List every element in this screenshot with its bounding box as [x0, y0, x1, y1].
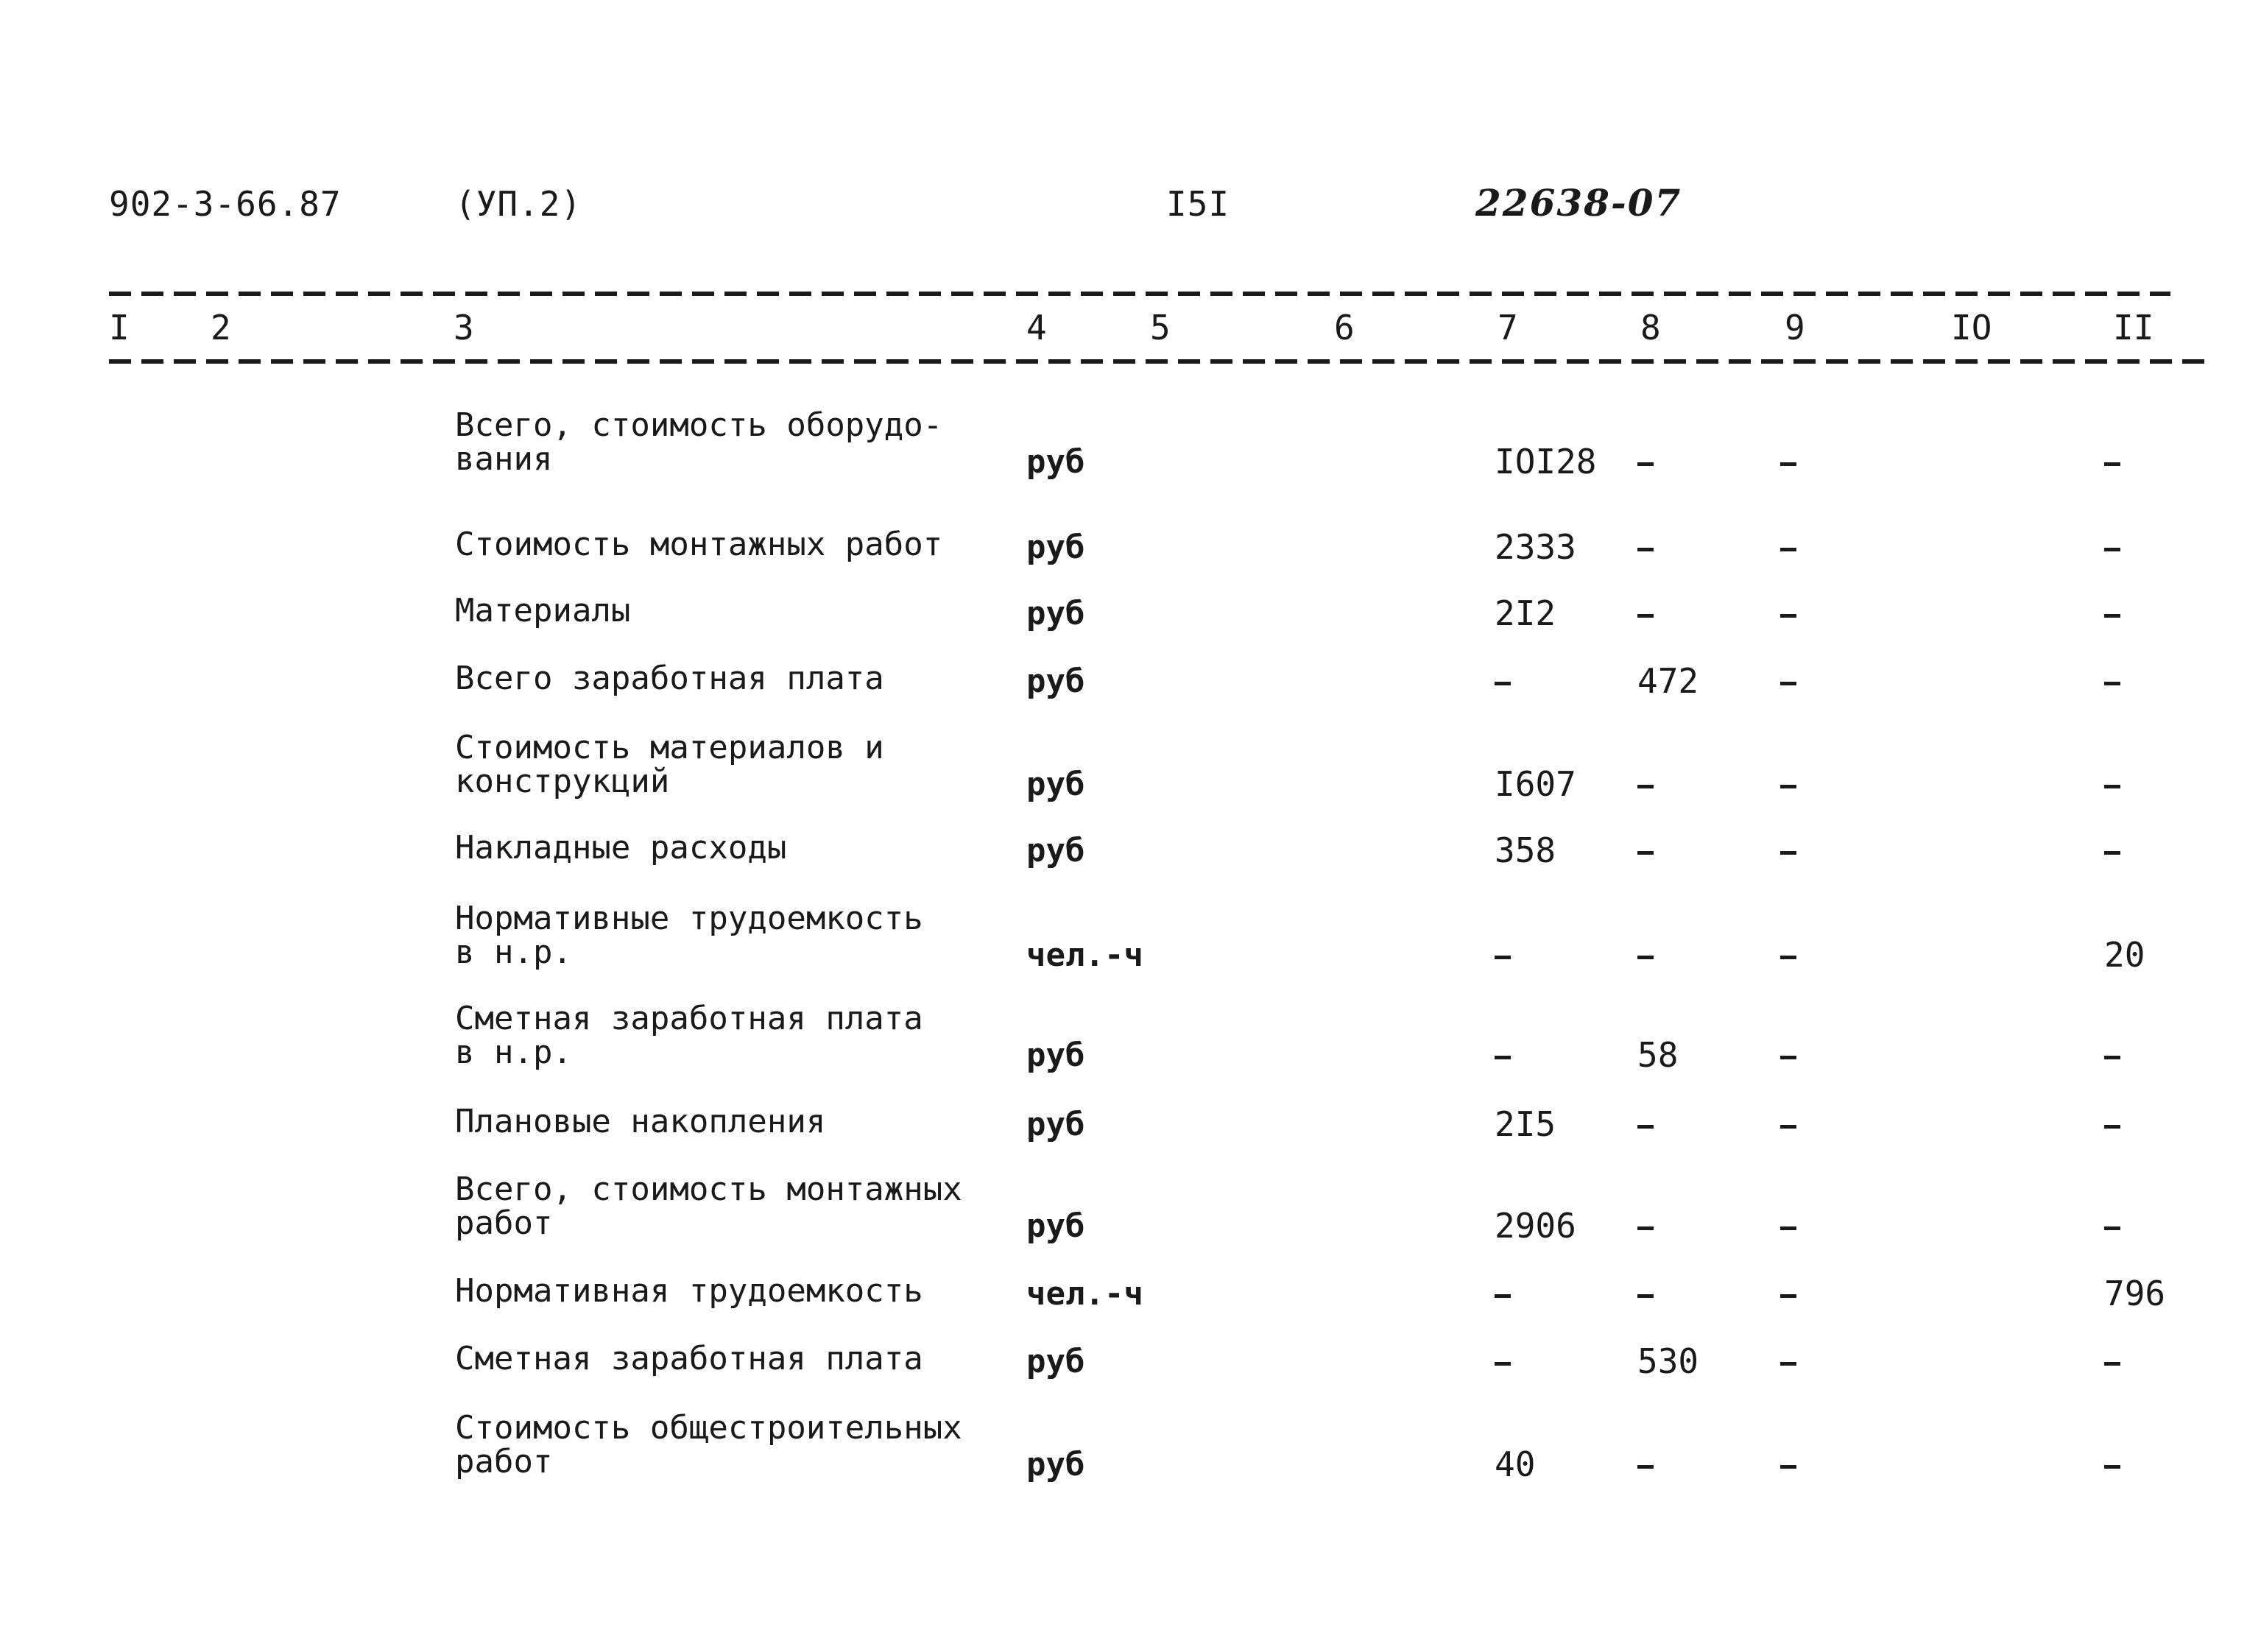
row-unit: руб [1026, 1037, 1085, 1074]
row-label: Стоимость общестроительных [455, 1409, 962, 1447]
column-number-11: II [2113, 308, 2154, 347]
empty-cell-dash [1637, 851, 1654, 855]
empty-cell-dash [1637, 1294, 1654, 1298]
empty-cell-dash [2104, 682, 2120, 685]
cell-value-c8: 58 [1637, 1035, 1679, 1075]
row-label: Нормативные трудоемкость [455, 900, 923, 937]
empty-cell-dash [1780, 1226, 1796, 1230]
cell-value-c7: 2333 [1495, 527, 1576, 567]
empty-cell-dash [2104, 1056, 2120, 1059]
empty-cell-dash [1780, 548, 1796, 551]
empty-cell-dash [2104, 614, 2120, 618]
empty-cell-dash [1495, 1056, 1511, 1059]
empty-cell-dash [2104, 1362, 2120, 1366]
row-label: Плановые накопления [455, 1103, 826, 1140]
empty-cell-dash [2104, 462, 2120, 466]
empty-cell-dash [2104, 785, 2120, 788]
empty-cell-dash [1780, 1362, 1796, 1366]
empty-cell-dash [1780, 956, 1796, 959]
row-unit: руб [1026, 529, 1085, 566]
empty-cell-dash [2104, 1125, 2120, 1129]
row-label: работ [455, 1443, 553, 1480]
row-unit: руб [1026, 832, 1085, 869]
row-label: Всего заработная плата [455, 660, 884, 697]
cell-value-c8: 530 [1637, 1341, 1699, 1381]
row-unit: руб [1026, 766, 1085, 803]
cell-value-c7: IOI28 [1495, 442, 1597, 481]
row-label: работ [455, 1204, 553, 1242]
header-bottom-rule [109, 359, 2215, 364]
row-label: Сметная заработная плата [455, 1000, 923, 1037]
row-unit: чел.-ч [1026, 936, 1143, 974]
row-label: Стоимость монтажных работ [455, 526, 943, 563]
empty-cell-dash [1780, 462, 1796, 466]
column-number-7: 7 [1498, 308, 1518, 347]
row-unit: руб [1026, 1207, 1085, 1245]
cell-value-c7: 2I5 [1495, 1104, 1556, 1144]
column-number-3: 3 [454, 308, 474, 347]
row-unit: руб [1026, 595, 1085, 632]
empty-cell-dash [1780, 1056, 1796, 1059]
empty-cell-dash [1495, 682, 1511, 685]
row-unit: руб [1026, 1446, 1085, 1483]
row-label: Материалы [455, 592, 631, 629]
empty-cell-dash [1780, 1465, 1796, 1469]
row-label: вания [455, 440, 553, 478]
column-number-2: 2 [211, 308, 231, 347]
cell-value-c7: 358 [1495, 830, 1556, 870]
cell-value-c8: 472 [1637, 661, 1699, 701]
album-reference: (УП.2) [455, 184, 582, 224]
document-code: 902-3-66.87 [109, 184, 342, 224]
handwritten-stamp-number: 22638-07 [1475, 181, 1682, 225]
cell-value-c7: I607 [1495, 764, 1576, 804]
empty-cell-dash [1637, 785, 1654, 788]
cell-value-c7: 2906 [1495, 1206, 1576, 1246]
cell-value-c7: 2I2 [1495, 593, 1556, 633]
header-top-rule [109, 292, 2170, 296]
row-label: конструкций [455, 763, 670, 800]
empty-cell-dash [1495, 1294, 1511, 1298]
row-label: Нормативная трудоемкость [455, 1272, 923, 1310]
empty-cell-dash [1637, 1125, 1654, 1129]
row-label: Всего, стоимость оборудо- [455, 406, 943, 444]
empty-cell-dash [1637, 1226, 1654, 1230]
page-number: I5I [1166, 184, 1230, 224]
row-unit: чел.-ч [1026, 1275, 1143, 1313]
empty-cell-dash [1780, 682, 1796, 685]
row-label: Сметная заработная плата [455, 1340, 923, 1377]
row-label: в н.р. [455, 1034, 572, 1071]
empty-cell-dash [1637, 462, 1654, 466]
cell-value-c11: 20 [2104, 935, 2145, 975]
empty-cell-dash [1637, 956, 1654, 959]
row-unit: руб [1026, 663, 1085, 700]
column-number-4: 4 [1026, 308, 1047, 347]
empty-cell-dash [1780, 785, 1796, 788]
empty-cell-dash [2104, 1465, 2120, 1469]
row-label: в н.р. [455, 933, 572, 971]
empty-cell-dash [1637, 1465, 1654, 1469]
empty-cell-dash [1637, 614, 1654, 618]
row-unit: руб [1026, 1343, 1085, 1380]
row-label: Всего, стоимость монтажных [455, 1171, 962, 1208]
row-unit: руб [1026, 443, 1085, 481]
column-number-5: 5 [1150, 308, 1171, 347]
column-number-10: IO [1951, 308, 1992, 347]
empty-cell-dash [1780, 851, 1796, 855]
cell-value-c7: 40 [1495, 1444, 1536, 1484]
row-label: Накладные расходы [455, 829, 787, 866]
empty-cell-dash [2104, 548, 2120, 551]
empty-cell-dash [1780, 1294, 1796, 1298]
empty-cell-dash [1780, 1125, 1796, 1129]
column-number-6: 6 [1334, 308, 1355, 347]
row-unit: руб [1026, 1106, 1085, 1143]
empty-cell-dash [1495, 1362, 1511, 1366]
cell-value-c11: 796 [2104, 1274, 2166, 1313]
empty-cell-dash [1637, 548, 1654, 551]
column-number-8: 8 [1640, 308, 1661, 347]
empty-cell-dash [2104, 1226, 2120, 1230]
empty-cell-dash [1495, 956, 1511, 959]
column-number-1: I [109, 308, 130, 347]
column-number-9: 9 [1785, 308, 1805, 347]
row-label: Стоимость материалов и [455, 729, 884, 766]
empty-cell-dash [1780, 614, 1796, 618]
empty-cell-dash [2104, 851, 2120, 855]
